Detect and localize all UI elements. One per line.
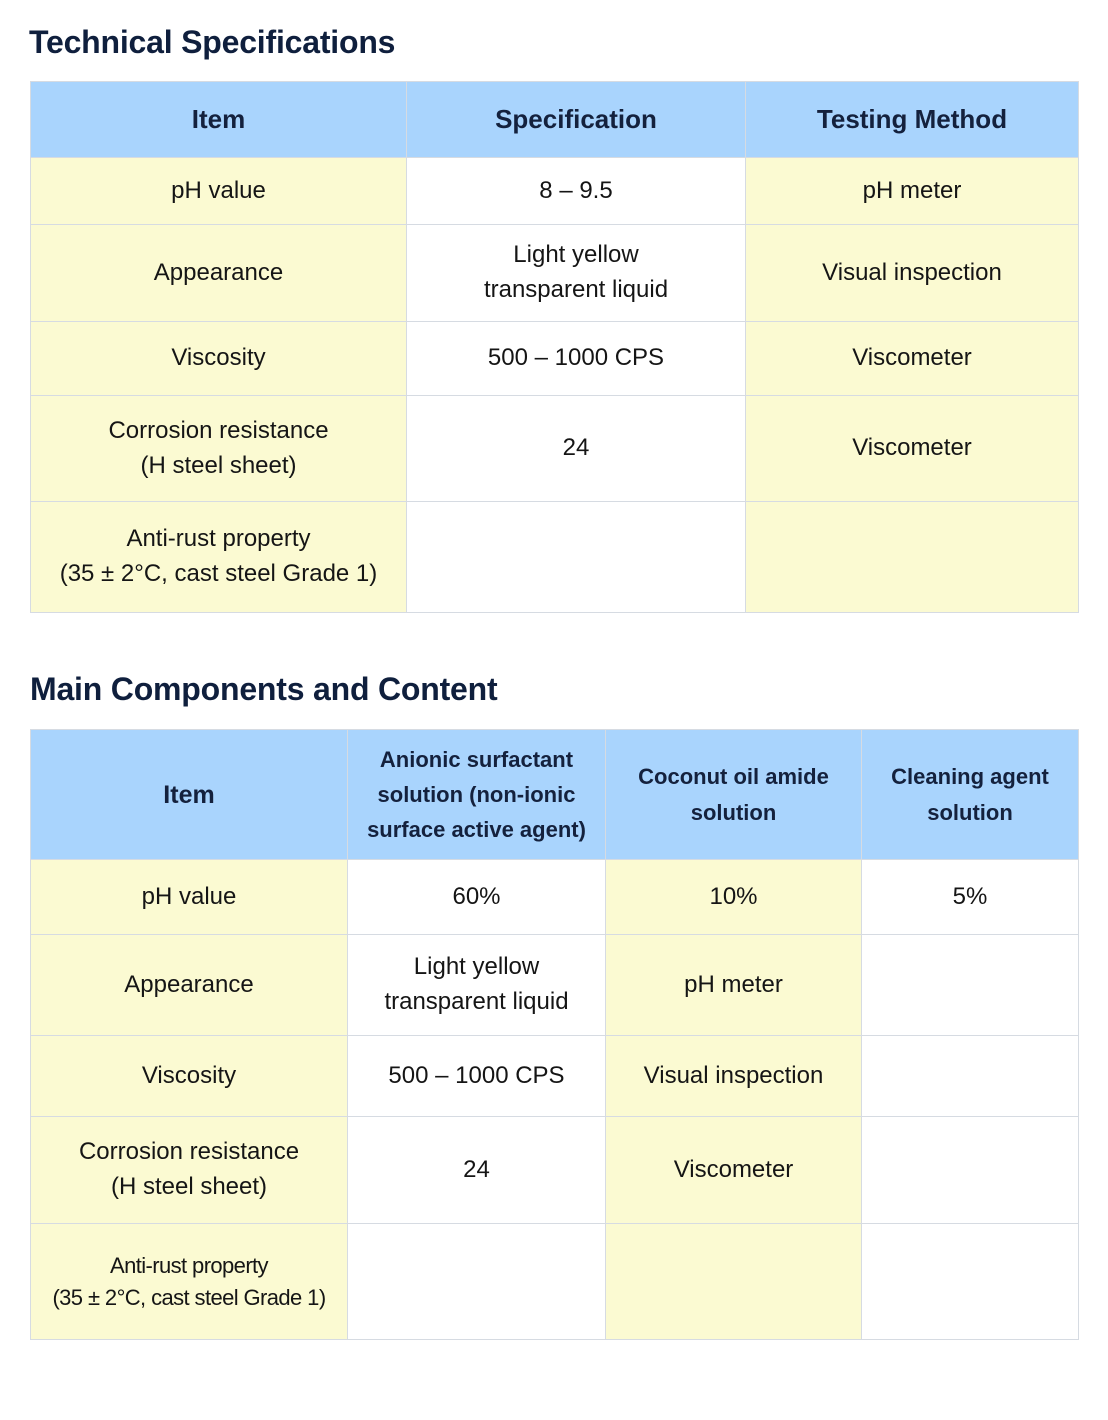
cell-anionic-surfactant: 60% [348,860,606,935]
table-row [31,396,1079,502]
cell-cleaning-agent [862,1117,1079,1224]
cell-coconut-oil-amide: Visual inspection [606,1036,862,1117]
cell-testing-method [746,502,1079,613]
cell-cleaning-agent [862,935,1079,1036]
cell-item: Anti-rust property (35 ± 2°C, cast steel Grade 1) [31,502,407,613]
cell-anionic-surfactant: 24 [348,1117,606,1224]
main-components-table [30,729,1079,1340]
cell-coconut-oil-amide: Viscometer [606,1117,862,1224]
cell-coconut-oil-amide [606,1224,862,1340]
table-row [31,1036,1079,1117]
table-row [31,1117,1079,1224]
header-cleaning-agent: Cleaning agent solution [862,730,1079,860]
table-header-row [31,730,1079,860]
table-row [31,158,1079,225]
table-header-row [31,82,1079,158]
table-row [31,860,1079,935]
cell-specification: 8 – 9.5 [407,158,746,225]
cell-anionic-surfactant: 500 – 1000 CPS [348,1036,606,1117]
cell-item: Appearance [31,225,407,322]
technical-specifications-table [30,81,1079,613]
cell-specification: 500 – 1000 CPS [407,322,746,396]
cell-item: pH value [31,158,407,225]
header-coconut-oil-amide: Coconut oil amide solution [606,730,862,860]
cell-item: Viscosity [31,322,407,396]
cell-cleaning-agent: 5% [862,860,1079,935]
cell-item: Viscosity [31,1036,348,1117]
cell-specification [407,502,746,613]
cell-item: Appearance [31,935,348,1036]
table-row [31,225,1079,322]
cell-coconut-oil-amide: 10% [606,860,862,935]
cell-testing-method: Viscometer [746,396,1079,502]
cell-testing-method: pH meter [746,158,1079,225]
table-row [31,322,1079,396]
table-row [31,502,1079,613]
header-item: Item [31,730,348,860]
header-item: Item [31,82,407,158]
cell-testing-method: Viscometer [746,322,1079,396]
header-anionic-surfactant: Anionic surfactant solution (non-ionic surface active agent) [348,730,606,860]
cell-item: pH value [31,860,348,935]
header-specification: Specification [407,82,746,158]
cell-item: Corrosion resistance (H steel sheet) [31,1117,348,1224]
cell-item: Anti-rust property (35 ± 2°C, cast steel Grade 1) [31,1224,348,1340]
cell-cleaning-agent [862,1036,1079,1117]
cell-testing-method: Visual inspection [746,225,1079,322]
header-testing-method: Testing Method [746,82,1079,158]
cell-specification: Light yellow transparent liquid [407,225,746,322]
cell-specification: 24 [407,396,746,502]
main-components-title: Main Components and Content [30,671,498,707]
cell-item: Corrosion resistance (H steel sheet) [31,396,407,502]
cell-cleaning-agent [862,1224,1079,1340]
technical-specifications-title: Technical Specifications [29,24,396,60]
cell-coconut-oil-amide: pH meter [606,935,862,1036]
cell-anionic-surfactant: Light yellow transparent liquid [348,935,606,1036]
table-row [31,935,1079,1036]
table-row [31,1224,1079,1340]
cell-anionic-surfactant [348,1224,606,1340]
